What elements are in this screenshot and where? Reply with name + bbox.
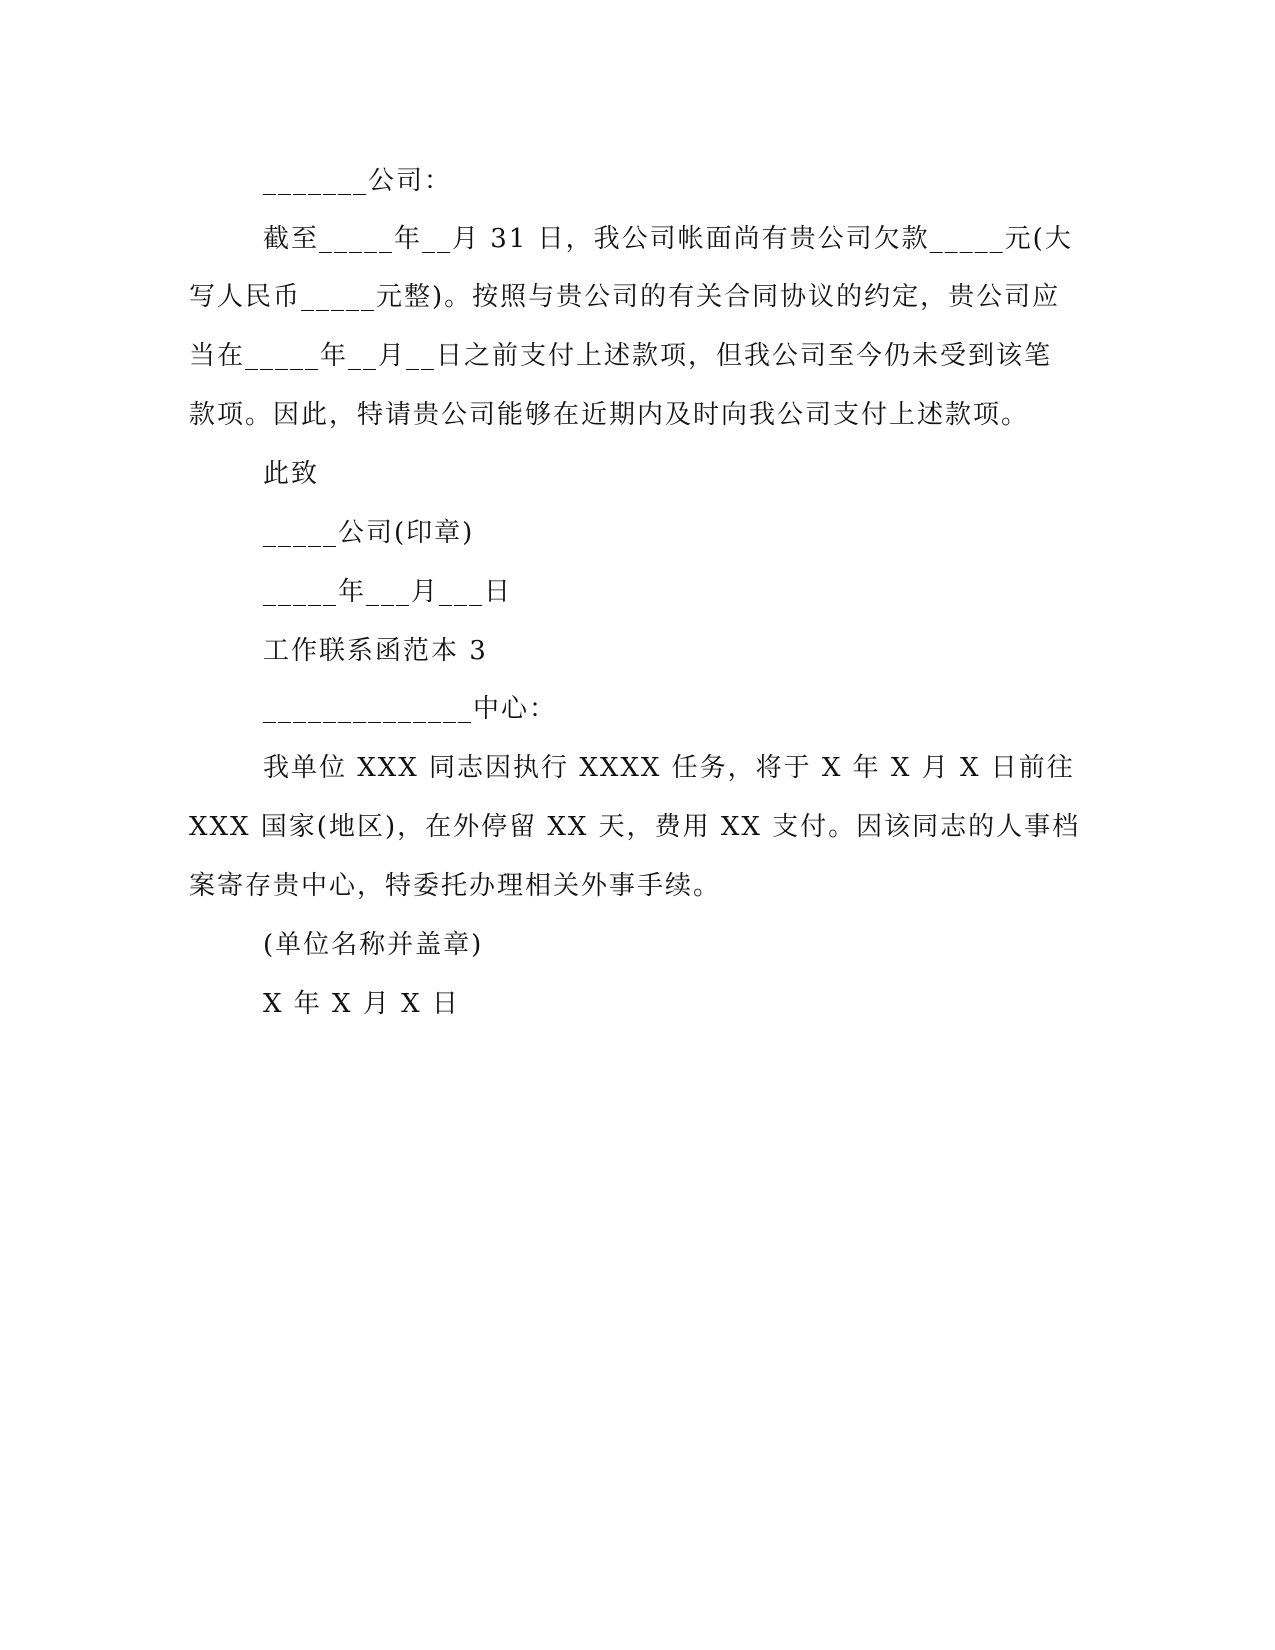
letter1-body-line-1: 截至_____年__月 31 日，我公司帐面尚有贵公司欠款_____元(大 [263,224,1073,254]
letter2-salutation: ______________中心： [263,694,558,724]
letter2-body-line-1: 我单位 XXX 同志因执行 XXXX 任务，将于 X 年 X 月 X 日前往 [263,753,1075,783]
letter2-date: X 年 X 月 X 日 [263,989,460,1019]
letter2-body-line-3: 案寄存贵中心，特委托办理相关外事手续。 [189,871,722,901]
letter1-closing: 此致 [263,459,320,489]
letter1-signature: _____公司(印章) [263,518,475,548]
letter1-salutation: _______公司： [263,166,453,196]
section-heading: 工作联系函范本 3 [263,636,488,666]
letter1-date: _____年___月___日 [263,577,513,607]
letter1-body-line-2: 写人民币_____元整)。按照与贵公司的有关合同协议的约定，贵公司应 [189,282,1061,312]
letter2-body-line-2: XXX 国家(地区)，在外停留 XX 天，费用 XX 支付。因该同志的人事档 [189,812,1081,842]
letter1-body-line-4: 款项。因此，特请贵公司能够在近期内及时向我公司支付上述款项。 [189,400,1030,430]
letter1-body-line-3: 当在_____年__月__日之前支付上述款项，但我公司至今仍未受到该笔 [189,341,1053,371]
letter2-signature: (单位名称并盖章) [263,930,484,960]
